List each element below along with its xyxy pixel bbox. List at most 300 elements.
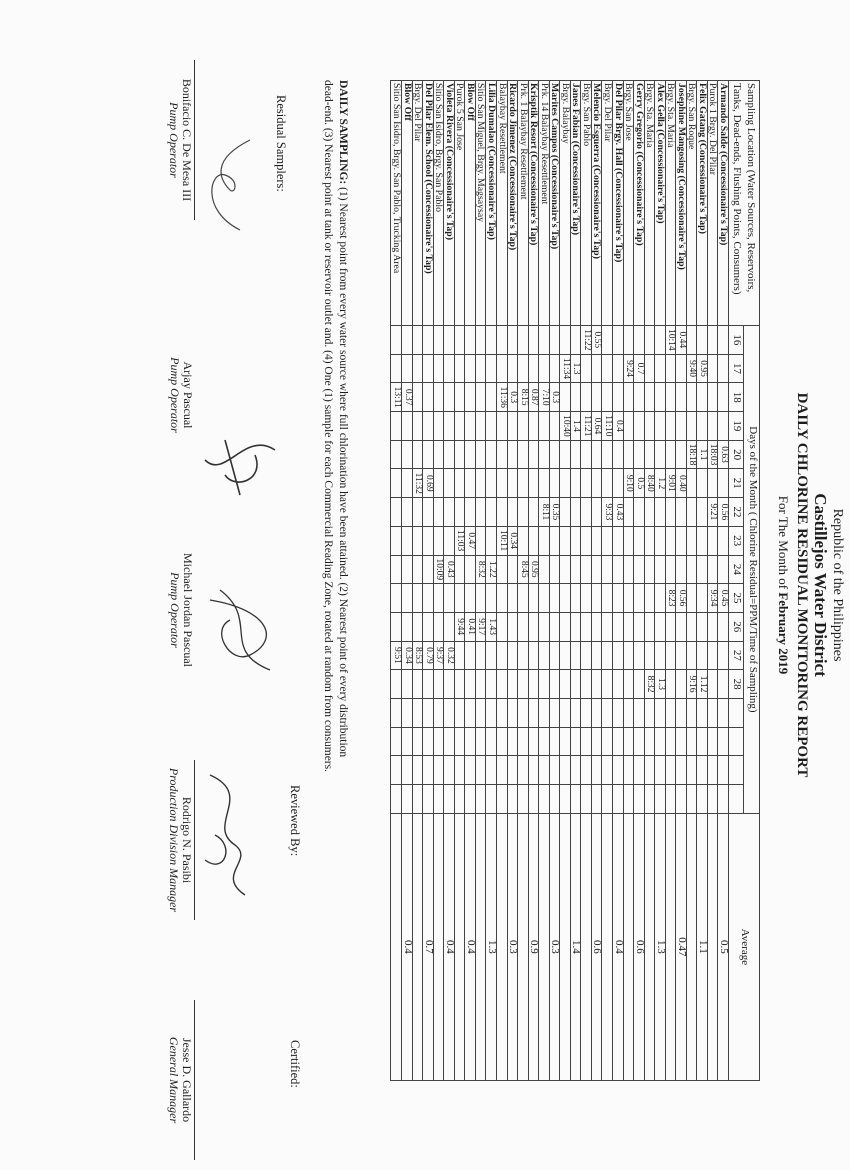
day-cell — [475, 354, 486, 383]
day-cell: 18:18 — [686, 440, 697, 469]
day-cell — [707, 526, 718, 555]
day-cell: 8:32 — [475, 555, 486, 584]
day-column-header: 24 — [729, 555, 745, 584]
day-cell: 9:01 — [665, 469, 676, 498]
day-cell — [549, 670, 560, 699]
day-cell — [496, 469, 507, 498]
day-cell — [454, 354, 465, 383]
day-cell — [402, 612, 413, 641]
day-cell — [560, 326, 571, 355]
day-cell — [496, 412, 507, 441]
day-cell — [581, 498, 592, 527]
sampling-location: Balaybay Resettlement — [496, 81, 507, 326]
signature-mark-2 — [195, 420, 285, 520]
day-cell — [602, 727, 613, 756]
average-cell: 1.1 — [697, 813, 708, 1080]
day-column-header — [729, 756, 745, 785]
day-cell — [718, 383, 729, 412]
day-cell — [518, 670, 529, 699]
day-cell — [454, 698, 465, 727]
day-cell — [486, 412, 497, 441]
day-cell — [402, 469, 413, 498]
day-cell — [570, 440, 581, 469]
day-cell — [655, 440, 666, 469]
sampling-location: Josephine Mangosing (Concessionaire's Tap) — [676, 81, 687, 326]
day-cell — [433, 469, 444, 498]
day-cell — [676, 526, 687, 555]
average-cell: 0.4 — [444, 813, 455, 1080]
day-cell — [539, 354, 550, 383]
day-cell: 0.63 — [718, 440, 729, 469]
day-cell: 8:45 — [518, 555, 529, 584]
day-cell — [507, 326, 518, 355]
day-cell — [507, 727, 518, 756]
day-cell: 1.1 — [697, 440, 708, 469]
day-cell — [402, 498, 413, 527]
average-cell — [391, 813, 402, 1080]
day-cell — [391, 412, 402, 441]
day-cell — [423, 412, 434, 441]
day-cell — [528, 412, 539, 441]
day-cell — [665, 498, 676, 527]
day-cell — [402, 670, 413, 699]
day-cell — [707, 383, 718, 412]
day-cell — [676, 756, 687, 785]
day-cell — [518, 354, 529, 383]
day-cell — [718, 326, 729, 355]
day-cell — [612, 785, 623, 814]
signer-4: Rodrigo N. Pasibi Production Division Manager — [167, 760, 195, 920]
table-row — [539, 81, 550, 1081]
average-cell — [454, 813, 465, 1080]
day-cell — [612, 727, 623, 756]
day-cell — [697, 498, 708, 527]
day-cell — [444, 440, 455, 469]
day-column-header: 25 — [729, 584, 745, 613]
day-cell — [518, 326, 529, 355]
day-cell — [507, 412, 518, 441]
day-cell — [454, 756, 465, 785]
day-cell — [707, 412, 718, 441]
day-cell — [549, 326, 560, 355]
day-cell: 0.44 — [676, 326, 687, 355]
day-cell: 11:36 — [496, 383, 507, 412]
day-cell — [475, 641, 486, 670]
day-cell — [507, 555, 518, 584]
day-cell — [402, 412, 413, 441]
day-cell — [507, 670, 518, 699]
day-cell — [697, 326, 708, 355]
day-cell — [602, 526, 613, 555]
table-row — [528, 81, 539, 1081]
day-cell — [591, 727, 602, 756]
day-cell — [655, 756, 666, 785]
day-cell — [465, 354, 476, 383]
day-cell — [612, 612, 623, 641]
day-cell — [423, 354, 434, 383]
day-cell — [475, 498, 486, 527]
day-cell — [686, 756, 697, 785]
day-cell — [496, 641, 507, 670]
average-cell — [496, 813, 507, 1080]
day-cell — [549, 526, 560, 555]
sampling-location: Alex Gella (Concessionaire's Tap) — [655, 81, 666, 326]
table-row — [665, 81, 676, 1081]
day-cell — [644, 498, 655, 527]
day-cell — [444, 612, 455, 641]
table-row — [412, 81, 423, 1081]
table-row — [560, 81, 571, 1081]
day-cell — [634, 526, 645, 555]
day-cell — [528, 727, 539, 756]
day-cell — [454, 555, 465, 584]
day-cell — [486, 469, 497, 498]
sampling-location: Brgy. San Roque — [686, 81, 697, 326]
day-cell — [486, 326, 497, 355]
day-cell — [570, 584, 581, 613]
day-cell — [486, 354, 497, 383]
day-cell: 1.43 — [486, 612, 497, 641]
day-cell — [665, 670, 676, 699]
day-cell — [665, 526, 676, 555]
sampling-location: Purok 5 San Jose — [454, 81, 465, 326]
day-cell — [570, 469, 581, 498]
day-cell — [486, 383, 497, 412]
day-cell — [634, 440, 645, 469]
day-cell — [560, 698, 571, 727]
residual-table — [391, 80, 761, 1081]
day-cell — [676, 727, 687, 756]
table-row — [570, 81, 581, 1081]
day-cell — [412, 555, 423, 584]
table-row — [465, 81, 476, 1081]
table-row — [496, 81, 507, 1081]
day-cell — [686, 555, 697, 584]
day-cell — [697, 698, 708, 727]
table-row — [623, 81, 634, 1081]
day-cell — [560, 785, 571, 814]
day-cell — [465, 498, 476, 527]
day-cell — [549, 612, 560, 641]
day-cell — [676, 670, 687, 699]
sampling-note-2: dead-end. (3) Nearest point at tank or reservoir outlet and. (4) One (1) sample for each Commercial Reading Zone, rotated at random from consumers. — [322, 80, 334, 772]
day-cell — [644, 612, 655, 641]
day-cell — [644, 440, 655, 469]
day-cell — [570, 383, 581, 412]
day-cell — [518, 469, 529, 498]
day-cell — [655, 698, 666, 727]
day-cell — [570, 526, 581, 555]
day-cell — [433, 440, 444, 469]
sampling-location: Sitio San Isidro, Brgy. San Pablo — [433, 81, 444, 326]
day-cell — [486, 440, 497, 469]
day-cell: 0.95 — [528, 555, 539, 584]
day-cell — [623, 383, 634, 412]
day-cell — [528, 756, 539, 785]
day-cell — [528, 785, 539, 814]
table-row — [444, 81, 455, 1081]
report-title: DAILY CHLORINE RESIDUAL MONITORING REPORT — [794, 392, 810, 778]
day-cell — [560, 584, 571, 613]
average-cell — [686, 813, 697, 1080]
day-cell: 9:34 — [707, 584, 718, 613]
day-cell — [665, 440, 676, 469]
day-cell — [465, 698, 476, 727]
day-cell — [581, 383, 592, 412]
day-cell: 0.55 — [591, 326, 602, 355]
table-row — [475, 81, 486, 1081]
day-cell — [402, 698, 413, 727]
average-cell — [433, 813, 444, 1080]
day-cell — [528, 469, 539, 498]
day-cell — [602, 555, 613, 584]
day-cell — [423, 584, 434, 613]
day-cell — [454, 785, 465, 814]
day-cell — [444, 785, 455, 814]
day-cell — [475, 526, 486, 555]
day-cell — [676, 498, 687, 527]
day-cell — [391, 469, 402, 498]
day-cell — [602, 641, 613, 670]
sampling-location: Brgy. Del Pilar — [412, 81, 423, 326]
sampling-location: Brgy. San Jose — [623, 81, 634, 326]
day-cell — [634, 326, 645, 355]
day-cell — [444, 526, 455, 555]
day-cell — [697, 727, 708, 756]
day-cell: 0.56 — [718, 498, 729, 527]
day-cell — [391, 698, 402, 727]
sampling-location: Armando Salde (Concessionaire's Tap) — [718, 81, 729, 326]
table-row — [433, 81, 444, 1081]
day-cell — [444, 498, 455, 527]
day-cell — [612, 584, 623, 613]
day-cell — [634, 756, 645, 785]
table-row — [718, 81, 729, 1081]
day-cell — [549, 756, 560, 785]
day-cell — [686, 526, 697, 555]
table-row — [454, 81, 465, 1081]
day-cell: 1.2 — [655, 469, 666, 498]
day-cell — [623, 326, 634, 355]
day-cell — [433, 412, 444, 441]
day-cell — [623, 440, 634, 469]
day-cell — [707, 727, 718, 756]
day-cell — [560, 641, 571, 670]
day-cell — [612, 670, 623, 699]
day-cell — [718, 756, 729, 785]
day-cell: 0.69 — [423, 469, 434, 498]
day-cell — [697, 383, 708, 412]
day-cell: 13:11 — [391, 383, 402, 412]
day-cell: 9:40 — [686, 354, 697, 383]
day-cell — [391, 756, 402, 785]
table-row — [655, 81, 666, 1081]
day-cell — [496, 555, 507, 584]
day-cell — [591, 698, 602, 727]
day-cell — [507, 354, 518, 383]
day-cell — [391, 526, 402, 555]
day-cell — [475, 326, 486, 355]
table-row — [707, 81, 718, 1081]
sampling-location: Sitio San Isidro, Brgy. San Pablo, Trucking Area — [391, 81, 402, 326]
day-cell — [570, 326, 581, 355]
day-cell — [560, 469, 571, 498]
day-cell: 9:16 — [686, 670, 697, 699]
table-row — [634, 81, 645, 1081]
sampling-location: Blow Off — [465, 81, 476, 326]
agency-name: Castillejos Water District — [811, 493, 830, 677]
day-column-header: 28 — [729, 670, 745, 699]
day-cell — [591, 498, 602, 527]
day-cell — [391, 354, 402, 383]
day-cell — [612, 354, 623, 383]
day-cell — [433, 526, 444, 555]
day-cell — [423, 326, 434, 355]
day-cell — [665, 354, 676, 383]
day-cell — [602, 469, 613, 498]
day-cell — [570, 785, 581, 814]
day-cell — [423, 612, 434, 641]
day-cell: 0.3 — [549, 383, 560, 412]
day-cell — [412, 698, 423, 727]
table-row — [486, 81, 497, 1081]
sampling-location: Blow Off — [402, 81, 413, 326]
day-cell — [644, 555, 655, 584]
day-cell — [718, 526, 729, 555]
day-cell — [433, 584, 444, 613]
day-cell — [560, 526, 571, 555]
sampling-location: Brgy. Del Pilar — [602, 81, 613, 326]
day-cell — [486, 641, 497, 670]
day-cell — [581, 756, 592, 785]
table-row — [602, 81, 613, 1081]
day-cell — [718, 555, 729, 584]
day-cell: 0.7 — [634, 354, 645, 383]
day-column-header: 26 — [729, 612, 745, 641]
day-cell — [686, 584, 697, 613]
day-cell — [465, 469, 476, 498]
day-cell — [507, 756, 518, 785]
day-cell — [433, 498, 444, 527]
day-cell — [602, 383, 613, 412]
day-cell — [444, 383, 455, 412]
day-cell — [581, 727, 592, 756]
day-cell — [581, 469, 592, 498]
day-cell — [718, 670, 729, 699]
day-cell — [496, 440, 507, 469]
day-cell — [676, 354, 687, 383]
day-cell — [676, 383, 687, 412]
table-row — [507, 81, 518, 1081]
table-row — [581, 81, 592, 1081]
day-cell — [507, 612, 518, 641]
day-cell — [423, 498, 434, 527]
day-cell — [454, 498, 465, 527]
day-cell — [412, 383, 423, 412]
average-cell: 0.9 — [528, 813, 539, 1080]
day-cell — [528, 326, 539, 355]
day-cell — [444, 698, 455, 727]
day-cell — [686, 412, 697, 441]
sampling-location: Brgy. Sta. Maria — [644, 81, 655, 326]
day-cell — [444, 354, 455, 383]
day-cell — [718, 412, 729, 441]
day-cell — [612, 326, 623, 355]
day-cell — [423, 698, 434, 727]
day-cell — [707, 555, 718, 584]
day-cell — [454, 641, 465, 670]
day-cell — [718, 727, 729, 756]
day-cell — [391, 670, 402, 699]
sampling-location: Melencio Esguerra (Concessionaire's Tap) — [591, 81, 602, 326]
day-cell — [412, 326, 423, 355]
day-cell — [391, 326, 402, 355]
sampling-location: Violeta Rivera (Concessionaire's Tap) — [444, 81, 455, 326]
day-cell — [644, 785, 655, 814]
day-cell — [686, 498, 697, 527]
day-cell — [655, 412, 666, 441]
day-cell — [496, 727, 507, 756]
day-cell — [475, 412, 486, 441]
month-value: February 2019 — [776, 592, 791, 675]
sampling-location: Prk. 14 Balaybay Resettlement — [539, 81, 550, 326]
signature-mark-1 — [190, 120, 270, 240]
day-cell — [444, 326, 455, 355]
day-cell — [644, 526, 655, 555]
day-cell — [507, 440, 518, 469]
report-month — [775, 0, 791, 1170]
day-cell — [560, 440, 571, 469]
day-cell — [623, 727, 634, 756]
average-cell — [518, 813, 529, 1080]
day-cell — [634, 412, 645, 441]
day-cell — [634, 555, 645, 584]
day-cell: 1.12 — [697, 670, 708, 699]
sampling-location: Krisptik Resort (Concessionaire's Tap) — [528, 81, 539, 326]
day-cell — [686, 641, 697, 670]
table-row — [518, 81, 529, 1081]
day-cell — [602, 785, 613, 814]
sampling-location: Felix Gatang (Concessionaire's Tap) — [697, 81, 708, 326]
average-cell: 1.3 — [655, 813, 666, 1080]
day-cell — [602, 756, 613, 785]
day-cell — [591, 641, 602, 670]
day-cell — [391, 555, 402, 584]
day-cell — [581, 785, 592, 814]
day-cell: 10:40 — [560, 412, 571, 441]
day-cell — [591, 526, 602, 555]
day-cell — [655, 354, 666, 383]
day-cell — [665, 555, 676, 584]
day-cell — [676, 440, 687, 469]
day-cell — [454, 727, 465, 756]
day-cell — [602, 612, 613, 641]
day-cell — [707, 469, 718, 498]
day-column-header: 21 — [729, 469, 745, 498]
day-cell — [665, 383, 676, 412]
day-cell — [539, 641, 550, 670]
day-cell — [433, 670, 444, 699]
signature-mark-4 — [195, 765, 265, 905]
day-cell — [591, 584, 602, 613]
day-cell: 7:10 — [539, 383, 550, 412]
residual-samplers-label: Residual Samplers: — [274, 95, 288, 192]
day-cell — [655, 326, 666, 355]
day-cell — [433, 756, 444, 785]
day-column-header: 20 — [729, 440, 745, 469]
day-cell — [528, 584, 539, 613]
average-cell: 0.3 — [507, 813, 518, 1080]
